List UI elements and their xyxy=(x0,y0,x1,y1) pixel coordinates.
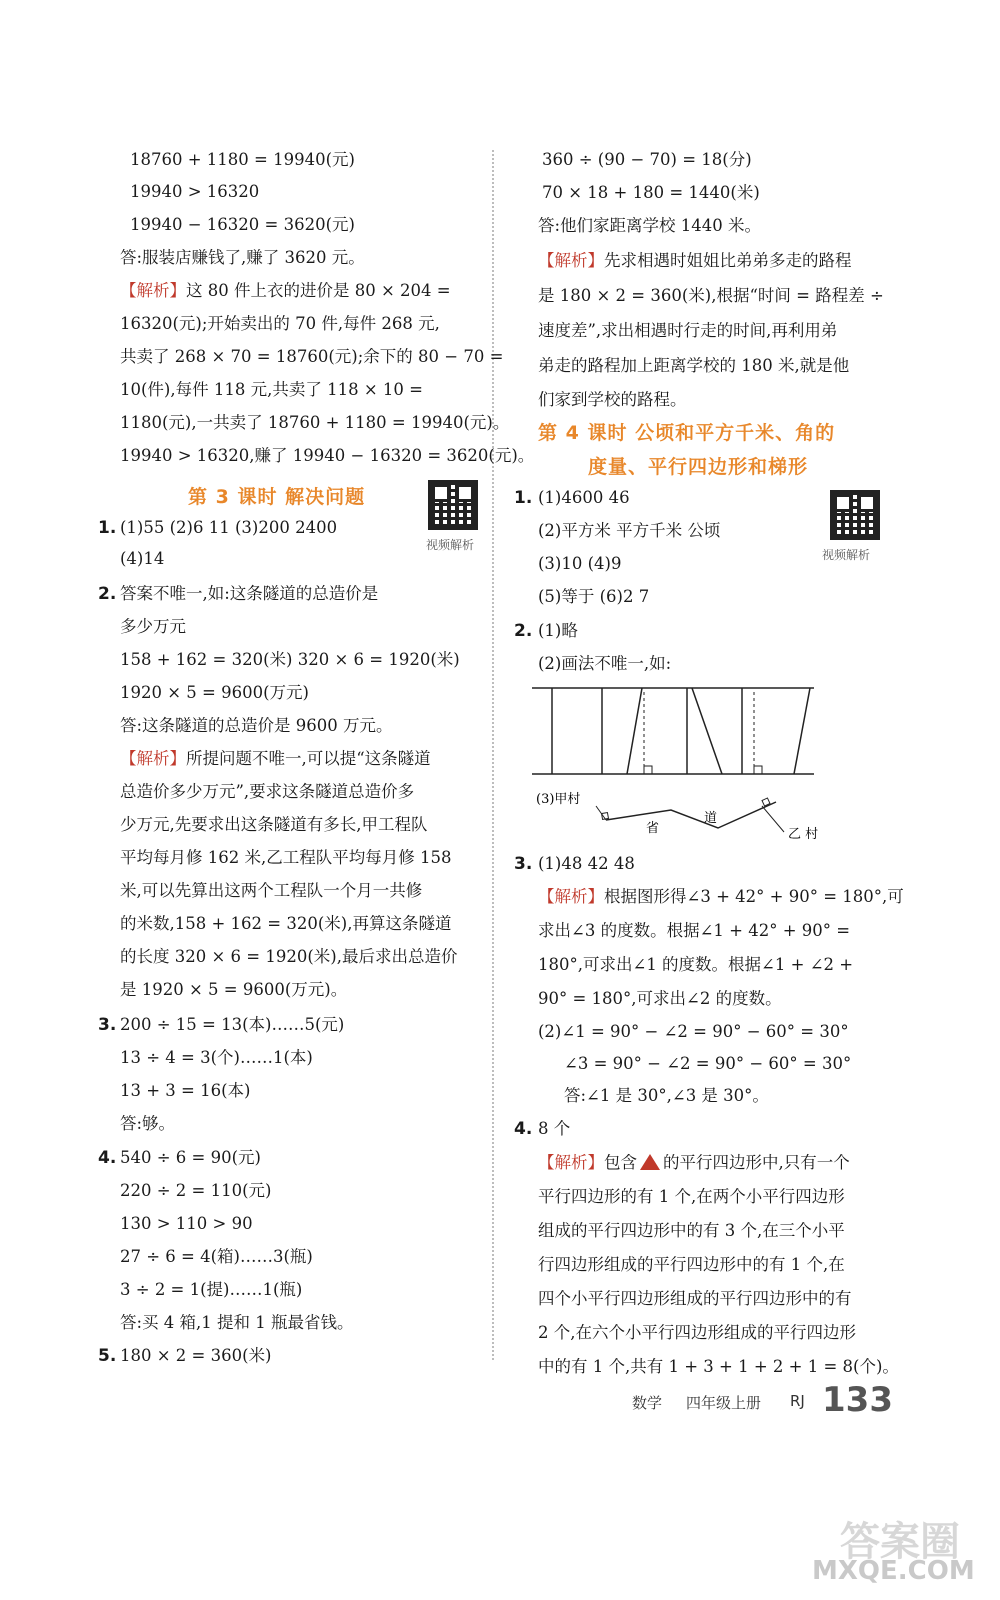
text-line: 答:服装店赚钱了,赚了 3620 元。 xyxy=(120,248,365,267)
lesson-4-title-line1: 第 4 课时 公顷和平方千米、角的 xyxy=(538,422,836,444)
answer-line: 1920 × 5 = 9600(万元) xyxy=(120,683,309,702)
analysis-line: 组成的平行四边形中的有 3 个,在三个小平 xyxy=(538,1221,845,1240)
question-number: 4. xyxy=(98,1148,117,1168)
column-divider xyxy=(492,150,494,1360)
lesson-4-title-line2: 度量、平行四边形和梯形 xyxy=(588,456,809,478)
answer-line: 180 × 2 = 360(米) xyxy=(120,1346,272,1365)
analysis-tag: 【解析】 xyxy=(120,281,186,300)
analysis-line: 平均每月修 162 米,乙工程队平均每月修 158 xyxy=(120,848,452,867)
answer-line: (2)∠1 = 90° − ∠2 = 90° − 60° = 30° xyxy=(538,1022,849,1041)
analysis-line: 19940 > 16320,赚了 19940 − 16320 = 3620(元)。 xyxy=(120,446,535,465)
answer-line: 3 ÷ 2 = 1(提)……1(瓶) xyxy=(120,1280,303,1299)
analysis-line: 16320(元);开始卖出的 70 件,每件 268 元, xyxy=(120,314,440,333)
answer-line: (1)略 xyxy=(538,621,578,640)
text-line: 360 ÷ (90 − 70) = 18(分) xyxy=(542,150,752,169)
lesson-3-title: 第 3 课时 解决问题 xyxy=(188,486,366,508)
analysis-tag: 【解析】 xyxy=(538,1153,604,1172)
answer-line: 200 ÷ 15 = 13(本)……5(元) xyxy=(120,1015,345,1034)
answer-line: 27 ÷ 6 = 4(箱)……3(瓶) xyxy=(120,1247,313,1266)
analysis-tag: 【解析】 xyxy=(538,887,604,906)
parallel-lines-figure xyxy=(532,682,832,782)
answer-line: (1)48 42 48 xyxy=(538,854,635,873)
text-line: 答:他们家距离学校 1440 米。 xyxy=(538,216,762,235)
answer-line: (2)平方米 平方千米 公顷 xyxy=(538,521,721,540)
qr-label: 视频解析 xyxy=(426,538,475,552)
answer-line: (3)10 (4)9 xyxy=(538,554,622,573)
question-number: 3. xyxy=(98,1015,117,1035)
answer-line: 答:∠1 是 30°,∠3 是 30°。 xyxy=(564,1086,769,1105)
analysis-line: 四个小平行四边形组成的平行四边形中的有 xyxy=(538,1289,852,1308)
analysis-line: 平行四边形的有 1 个,在两个小平行四边形 xyxy=(538,1187,845,1206)
answer-line: 多少万元 xyxy=(120,617,186,636)
answer-line: 答:这条隧道的总造价是 9600 万元。 xyxy=(120,716,393,735)
analysis-line: 10(件),每件 118 元,共卖了 118 × 10 = xyxy=(120,380,423,399)
analysis-line: 是 1920 × 5 = 9600(万元)。 xyxy=(120,980,348,999)
qr-label: 视频解析 xyxy=(822,548,871,562)
road-map-figure xyxy=(536,786,876,846)
analysis-line: 1180(元),一共卖了 18760 + 1180 = 19940(元)。 xyxy=(120,413,510,432)
answer-line: 答:买 4 箱,1 提和 1 瓶最省钱。 xyxy=(120,1313,354,1332)
analysis-line: 共卖了 268 × 70 = 18760(元);余下的 80 − 70 = xyxy=(120,347,504,366)
analysis-line: 【解析】这 80 件上衣的进价是 80 × 204 = xyxy=(120,281,451,300)
text-line: 70 × 18 + 180 = 1440(米) xyxy=(542,183,760,202)
answer-line: 220 ÷ 2 = 110(元) xyxy=(120,1181,272,1200)
analysis-line: 【解析】包含 的平行四边形中,只有一个 xyxy=(538,1153,850,1172)
answer-line: 13 + 3 = 16(本) xyxy=(120,1081,251,1100)
footer-edition: RJ xyxy=(790,1392,805,1410)
analysis-line: 2 个,在六个小平行四边形组成的平行四边形 xyxy=(538,1323,856,1342)
analysis-line: 的长度 320 × 6 = 1920(米),最后求出总造价 xyxy=(120,947,458,966)
text-line: 19940 − 16320 = 3620(元) xyxy=(130,215,355,234)
analysis-line: 【解析】先求相遇时姐姐比弟弟多走的路程 xyxy=(538,251,852,270)
question-number: 1. xyxy=(514,488,533,508)
question-number: 3. xyxy=(514,854,533,874)
answer-line: (5)等于 (6)2 7 xyxy=(538,587,650,606)
analysis-line: 弟走的路程加上距离学校的 180 米,就是他 xyxy=(538,356,850,375)
analysis-line: 的米数,158 + 162 = 320(米),再算这条隧道 xyxy=(120,914,452,933)
answer-line: 158 + 162 = 320(米) 320 × 6 = 1920(米) xyxy=(120,650,460,669)
watermark-url: MXQE.COM xyxy=(812,1556,975,1586)
answer-line: (2)画法不唯一,如: xyxy=(538,654,672,673)
analysis-line: 【解析】根据图形得∠3 + 42° + 90° = 180°,可 xyxy=(538,887,904,906)
page-number: 133 xyxy=(822,1380,893,1420)
answer-line: 130 > 110 > 90 xyxy=(120,1214,253,1233)
question-number: 2. xyxy=(98,584,117,604)
question-number: 5. xyxy=(98,1346,117,1366)
map-label-province: 省 xyxy=(646,821,660,836)
answer-line: (1)4600 46 xyxy=(538,488,630,507)
answer-line: 8 个 xyxy=(538,1119,571,1138)
qr-code-icon[interactable] xyxy=(830,490,880,540)
analysis-line: 米,可以先算出这两个工程队一个月一共修 xyxy=(120,881,423,900)
question-number: 4. xyxy=(514,1119,533,1139)
answer-line: 540 ÷ 6 = 90(元) xyxy=(120,1148,261,1167)
answer-line: ∠3 = 90° − ∠2 = 90° − 60° = 30° xyxy=(564,1054,852,1073)
analysis-line: 少万元,先要求出这条隧道有多长,甲工程队 xyxy=(120,815,428,834)
answer-line: 答:够。 xyxy=(120,1114,176,1133)
map-label-jia-village: (3)甲村 xyxy=(536,792,581,807)
answer-line: 13 ÷ 4 = 3(个)……1(本) xyxy=(120,1048,313,1067)
analysis-line: 90° = 180°,可求出∠2 的度数。 xyxy=(538,989,782,1008)
analysis-line: 们家到学校的路程。 xyxy=(538,390,687,409)
analysis-tag: 【解析】 xyxy=(120,749,186,768)
question-number: 2. xyxy=(514,621,533,641)
analysis-line: 【解析】所提问题不唯一,可以提“这条隧道 xyxy=(120,749,431,768)
answer-line: 答案不唯一,如:这条隧道的总造价是 xyxy=(120,584,379,603)
analysis-line: 180°,可求出∠1 的度数。根据∠1 + ∠2 + xyxy=(538,955,854,974)
answer-line: (1)55 (2)6 11 (3)200 2400 xyxy=(120,518,338,537)
map-label-yi-village: 乙 村 xyxy=(788,827,819,842)
answer-line: (4)14 xyxy=(120,549,165,568)
watermark-logo: 答案圈 xyxy=(840,1519,960,1565)
analysis-line: 速度差”,求出相遇时行走的时间,再利用弟 xyxy=(538,321,838,340)
analysis-line: 求出∠3 的度数。根据∠1 + 42° + 90° = xyxy=(538,921,851,940)
footer-subject: 数学 xyxy=(632,1394,663,1412)
text-line: 18760 + 1180 = 19940(元) xyxy=(130,150,355,169)
analysis-line: 是 180 × 2 = 360(米),根据“时间 = 路程差 ÷ xyxy=(538,286,884,305)
analysis-tag: 【解析】 xyxy=(538,251,604,270)
qr-code-icon[interactable] xyxy=(428,480,478,530)
analysis-line: 行四边形组成的平行四边形中的有 1 个,在 xyxy=(538,1255,845,1274)
map-label-road: 道 xyxy=(704,811,718,826)
triangle-icon xyxy=(639,1153,661,1171)
footer-grade: 四年级上册 xyxy=(686,1394,762,1412)
text-line: 19940 > 16320 xyxy=(130,182,260,201)
analysis-line: 总造价多少万元”,要求这条隧道总造价多 xyxy=(120,782,415,801)
analysis-line: 中的有 1 个,共有 1 + 3 + 1 + 2 + 1 = 8(个)。 xyxy=(538,1357,899,1376)
question-number: 1. xyxy=(98,518,117,538)
